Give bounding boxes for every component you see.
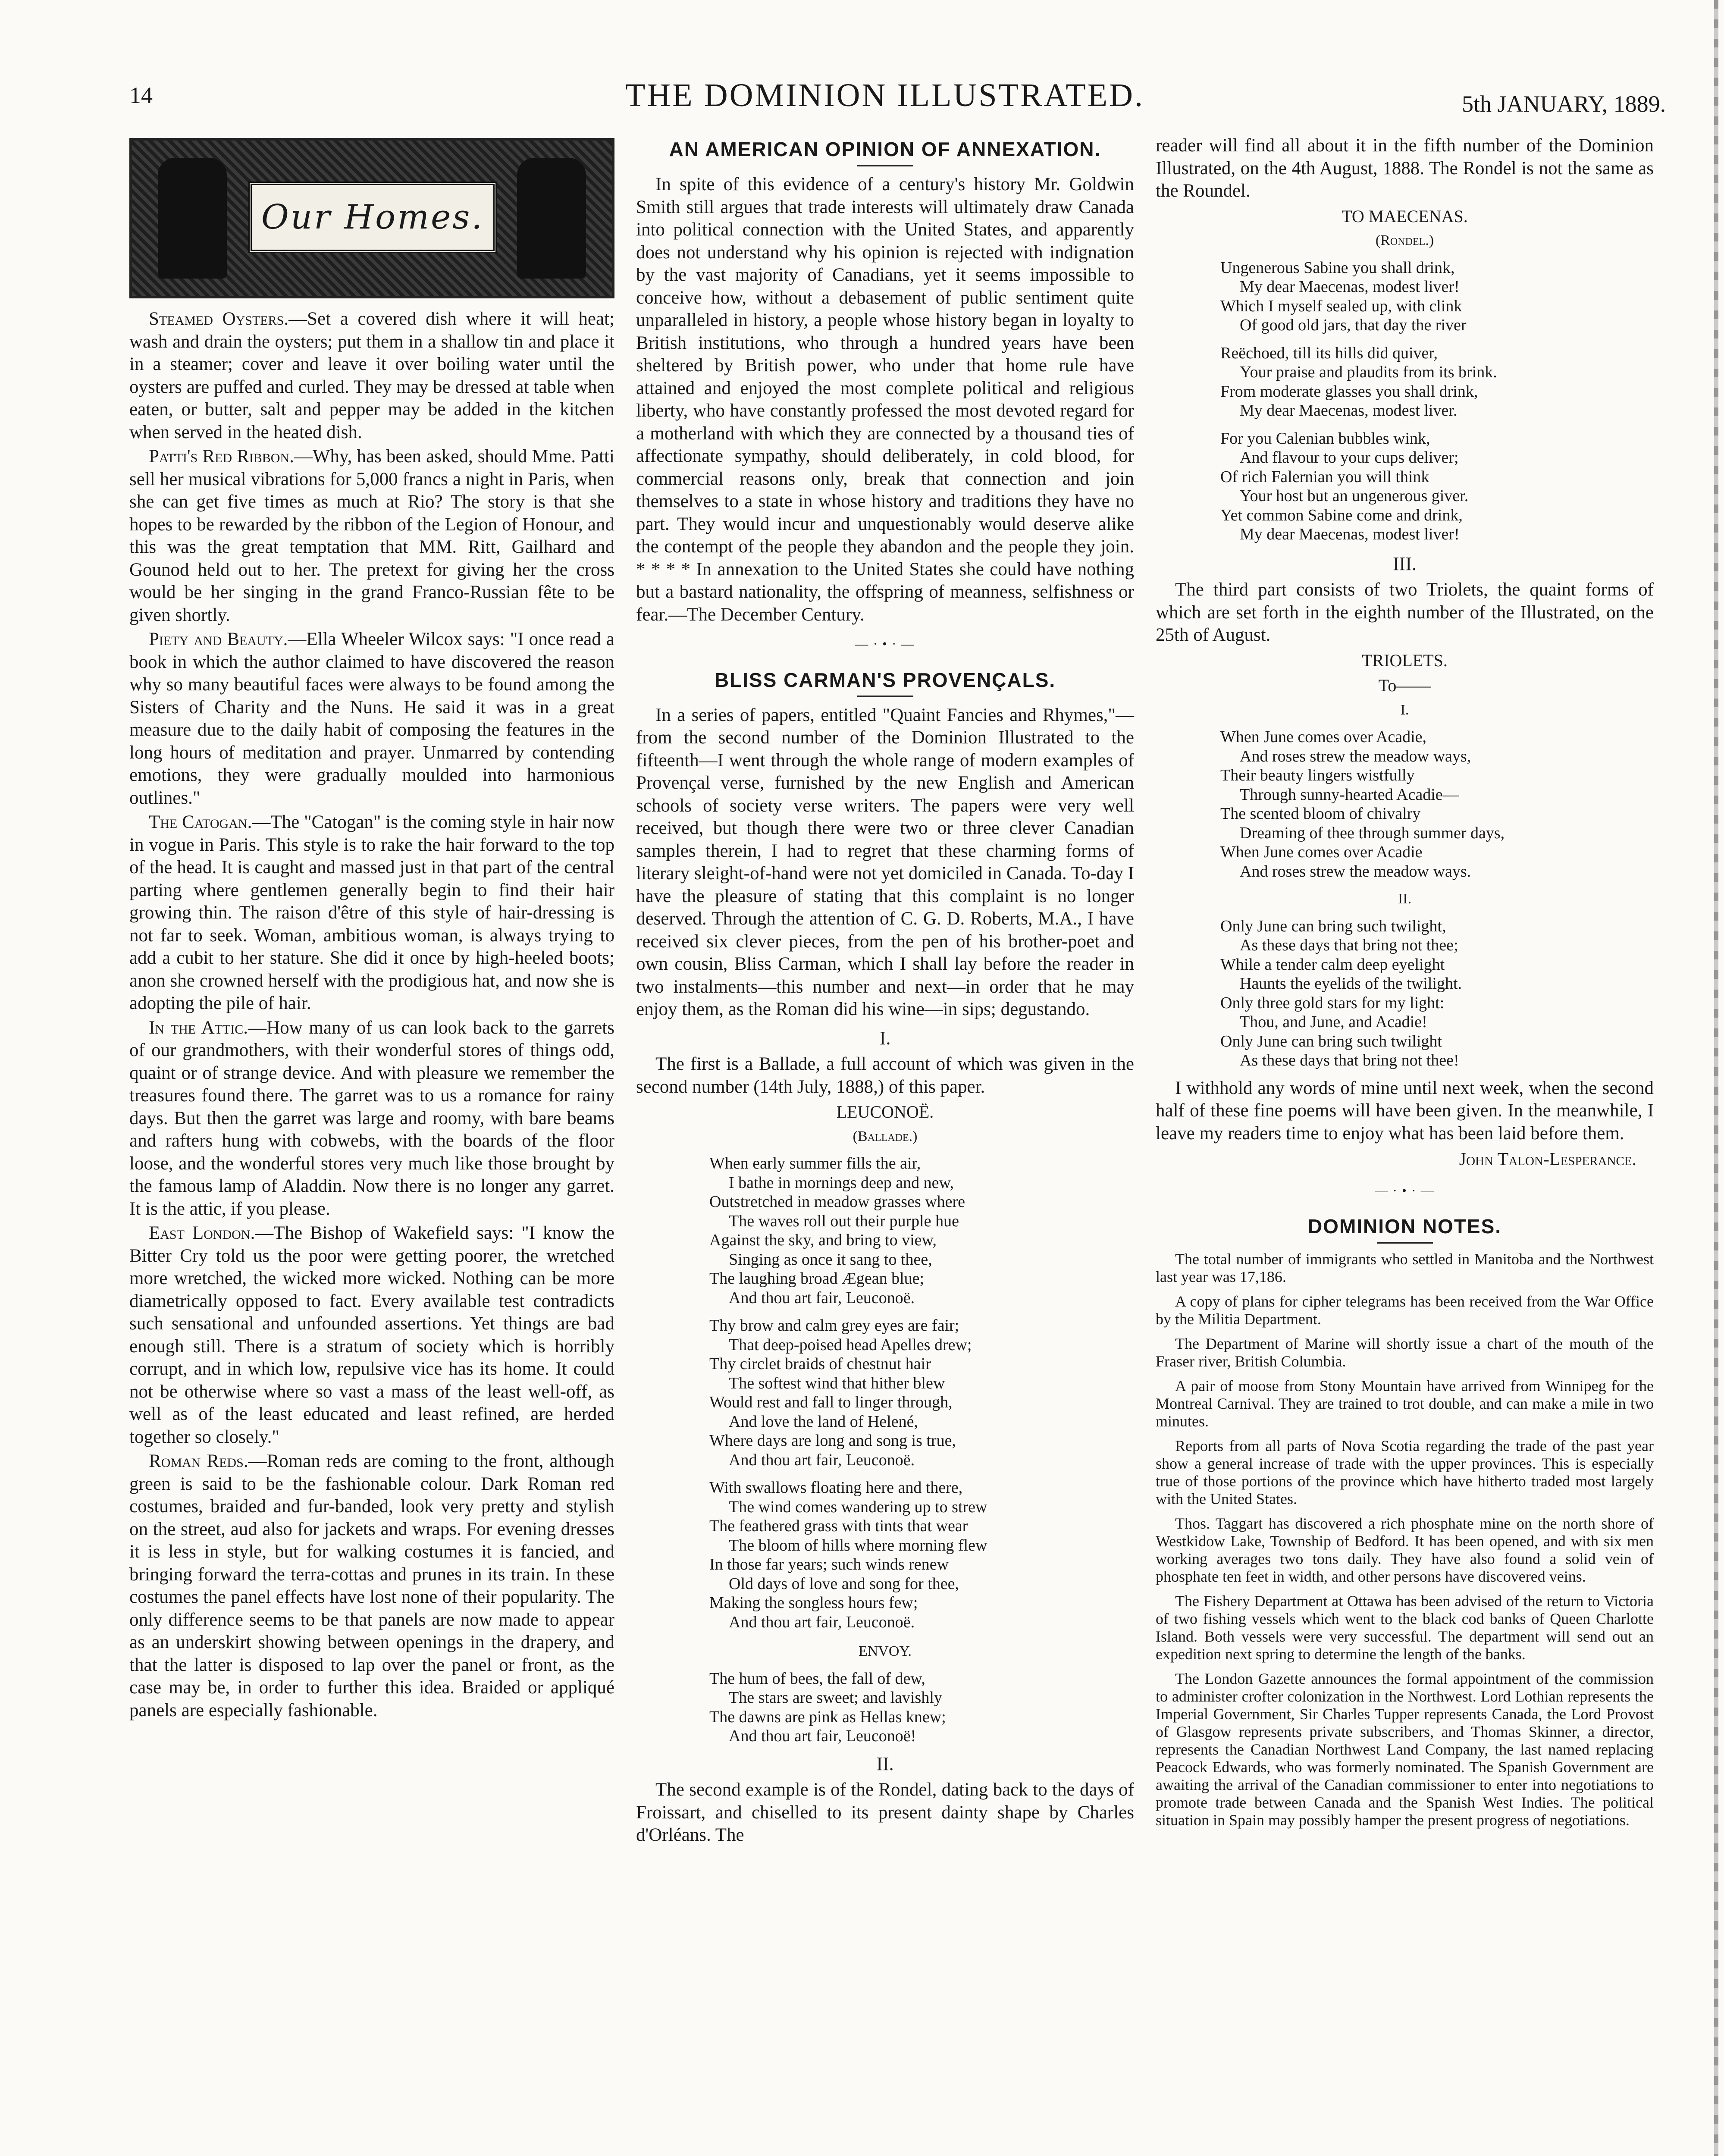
heading-rule <box>857 165 913 166</box>
second-text: The second example is of the Rondel, dating back to the days of Froissart, and chiselled to its present dainty shape by Charles d'Orléans. The <box>636 1780 1134 1845</box>
homes-paragraphs <box>129 308 614 1722</box>
poem-line: In those far years; such winds renew <box>709 1555 949 1573</box>
poem-line: Outstretched in meadow grasses where <box>709 1193 965 1211</box>
poem-line: My dear Maecenas, modest liver! <box>1240 525 1460 543</box>
poem-line: When June comes over Acadie <box>1220 843 1423 861</box>
poem-stanza <box>709 1478 1134 1632</box>
annexation-heading: AN AMERICAN OPINION OF ANNEXATION. <box>669 138 1101 160</box>
poem-line: While a tender calm deep eyelight <box>1220 955 1445 974</box>
poem-line: When early summer fills the air, <box>709 1154 921 1172</box>
homes-paragraph <box>129 1450 614 1722</box>
poem-line: As these days that bring not thee! <box>1240 1051 1459 1069</box>
poem-line: The hum of bees, the fall of dew, <box>709 1669 925 1688</box>
poem-line: The laughing broad Ægean blue; <box>709 1269 925 1288</box>
poem-subtitle: (Rondel.) <box>1375 232 1434 248</box>
note-item: The Fishery Department at Ottawa has been advised of the return to Victoria of two fishing vessels which went to the black cod banks of Queen Charlotte Island. Both vessels were very successful. The department will send out an expedition next spring to determine the length of the banks. <box>1156 1592 1654 1663</box>
poem-line: As these days that bring not thee; <box>1240 936 1458 954</box>
poem-line: Only June can bring such twilight <box>1220 1032 1442 1050</box>
poem-line: Your host but an ungenerous giver. <box>1240 487 1469 505</box>
carman-text: In a series of papers, entitled "Quaint Fancies and Rhymes,"—from the second number of the Dominion Illustrated to the fifteenth—I went through the whole range of modern examples of Provençal verse, furnished by the new English and American schools of society verse writers. The papers were very well received, but though there were two or three clever Canadian samples therein, I had to regret that these charming forms of literary sleight-of-hand were not yet domiciled in Canada. To-day I have the pleasure of stating that this complaint is no longer deserved. Through the attention of C. G. D. Roberts, M.A., I have received six clever pieces, from the pen of his brother-poet and own cousin, Bliss Carman, which I shall lay before the reader in two instalments—this number and next—in order that he may enjoy them, as the Roman did his wine—in sips; degustando. <box>636 705 1134 1019</box>
poem-line: The scented bloom of chivalry <box>1220 805 1421 823</box>
poem-line: I bathe in mornings deep and new, <box>729 1173 954 1192</box>
poem-line: The feathered grass with tints that wear <box>709 1517 968 1535</box>
poem-dedication: To—— <box>1378 676 1431 695</box>
section-number: II. <box>876 1753 894 1774</box>
note-item: The London Gazette announces the formal appointment of the commission to administer crofter colonization in the Northwest. Lord Lothian represents the Imperial Government, Sir Charles Tupper represents Canada, the Lord Provost of Glasgow represents private subscribers, and Thomas Skinner, a director, represents the Canadian Northwest Land Company, the last named replacing Peacock Edwards, who was formerly nominated. The Spanish Government are awaiting the arrival of the Canadian commissioner to enter into negotiations to promote trade between Canada and the Spanish West Indies. The political situation in Spain may possibly hamper the present progress of negotiations. <box>1156 1670 1654 1829</box>
column-1 <box>129 138 614 1724</box>
poem-line: And thou art fair, Leuconoë. <box>729 1613 915 1631</box>
carman-heading: BLISS CARMAN'S PROVENÇALS. <box>714 668 1056 691</box>
poem-line: That deep-poised head Apelles drew; <box>729 1335 972 1354</box>
poem-line: My dear Maecenas, modest liver! <box>1240 278 1460 296</box>
poem-title: TO MAECENAS. <box>1342 206 1468 226</box>
poem-line: Ungenerous Sabine you shall drink, <box>1220 258 1455 277</box>
section-separator: — · • · — <box>855 637 915 651</box>
ornament-right-icon <box>517 158 586 279</box>
poem-line: When June comes over Acadie, <box>1220 728 1426 746</box>
poem-line: Where days are long and song is true, <box>709 1432 956 1450</box>
homes-paragraph <box>129 445 614 627</box>
poem-line: Haunts the eyelids of the twilight. <box>1240 975 1462 993</box>
paragraph-lead: Steamed Oysters. <box>149 309 289 329</box>
note-item: The total number of immigrants who settled in Manitoba and the Northwest last year was 17,186. <box>1156 1250 1654 1285</box>
poem-line: The waves roll out their purple hue <box>729 1212 959 1230</box>
section-separator: — · • · — <box>1375 1183 1435 1198</box>
poem-stanza <box>1220 344 1654 420</box>
poem-line: The softest wind that hither blew <box>729 1374 945 1392</box>
paragraph-text: —Ella Wheeler Wilcox says: "I once read a book in which the author claimed to have discovered the reason why so many beautiful faces were always to be found among the Sisters of Charity and the Nuns. He said it was in a great measure due to the daily habit of composing the features in the long hours of meditation and prayer. Unmarred by contending emotions, they were gradually moulded into harmonious outlines." <box>129 629 614 808</box>
homes-paragraph <box>129 811 614 1015</box>
paragraph-text: —Why, has been asked, should Mme. Patti sell her musical vibrations for 5,000 francs a night in Paris, when she can get five times as much at Rio? The story is that she hopes to be rewarded by the ribbon of the Legion of Honour, and this was the great temptation that MM. Ritt, Gailhard and Gounod held out to her. The pretext for giving her the cross would be her singing in the grand Franco-Russian fête to be given shortly. <box>129 446 614 625</box>
note-item: Thos. Taggart has discovered a rich phosphate mine on the north shore of Westkidow Lake, Township of Bedford. It has been opened, and with six men working averages two tons daily. They have also found a solid vein of phosphate ten feet in width, and other persons have discovered veins. <box>1156 1515 1654 1585</box>
poem-line: Singing as once it sang to thee, <box>729 1250 932 1269</box>
poem-title: LEUCONOË. <box>836 1102 934 1122</box>
homes-paragraph <box>129 1017 614 1221</box>
maecenas-poem <box>1220 258 1654 544</box>
poem-line: Their beauty lingers wistfully <box>1220 766 1415 784</box>
poem-line: Reëchoed, till its hills did quiver, <box>1220 344 1438 362</box>
continued-text: reader will find all about it in the fifth number of the Dominion Illustrated, on the 4th August, 1888. The Rondel is not the same as the Roundel. <box>1156 135 1654 201</box>
our-homes-banner <box>129 138 614 298</box>
poem-line: Making the songless hours few; <box>709 1594 918 1612</box>
poem-line: And thou art fair, Leuconoë. <box>729 1451 915 1469</box>
poem-line: And flavour to your cups deliver; <box>1240 448 1459 467</box>
first-text: The first is a Ballade, a full account of which was given in the second number (14th July, 1888,) of this paper. <box>636 1054 1134 1097</box>
poem-stanza <box>1220 429 1654 544</box>
poem-line: Which I myself sealed up, with clink <box>1220 297 1462 315</box>
poem-stanza <box>709 1154 1134 1307</box>
poem-line: Thou, and June, and Acadie! <box>1240 1013 1427 1031</box>
section-number: III. <box>1393 553 1417 574</box>
third-text: The third part consists of two Triolets, the quaint forms of which are set forth in the eighth number of the Illustrated, on the 25th of August. <box>1156 580 1654 645</box>
poem-line: The wind comes wandering up to strew <box>729 1498 987 1516</box>
paragraph-lead: Roman Reds. <box>149 1451 248 1471</box>
poem-line: Your praise and plaudits from its brink. <box>1240 363 1497 381</box>
poem-line: The stars are sweet; and lavishly <box>729 1689 942 1707</box>
note-item: The Department of Marine will shortly issue a chart of the mouth of the Fraser river, British Columbia. <box>1156 1335 1654 1370</box>
poem-line: Thy circlet braids of chestnut hair <box>709 1355 931 1373</box>
poem-title: TRIOLETS. <box>1362 650 1448 670</box>
poem-line: And love the land of Helené, <box>729 1412 918 1431</box>
poem-line: The dawns are pink as Hellas knew; <box>709 1708 946 1726</box>
column-3 <box>1156 135 1654 1836</box>
poem-line: Would rest and fall to linger through, <box>709 1393 953 1411</box>
poem-line: With swallows floating here and there, <box>709 1479 963 1497</box>
poem-line: For you Calenian bubbles wink, <box>1220 429 1430 448</box>
poem-line: Against the sky, and bring to view, <box>709 1231 937 1249</box>
poem-line: Of good old jars, that day the river <box>1240 316 1467 334</box>
paragraph-text: —Roman reds are coming to the front, although green is said to be the fashionable colour. Dark Roman red costumes, braided and fur-banded, look very pretty and stylish on the street, aud also for jackets and wraps. For evening dresses it is less in style, but for walking costumes it is fancied, and bringing forward the terra-cottas and prunes in its train. In these costumes the panel effects have lost none of their popularity. The only difference seems to be that panels are now made to appear as an underskirt showing between openings in the drapery, and that the latter is disposed to lap over the panel or front, as the case may be, in order to further this idea. Braided or appliqué panels are especially fashionable. <box>129 1451 614 1720</box>
paragraph-text: —The Bishop of Wakefield says: "I know the Bitter Cry told us the poor were getting poorer, the wretched more wretched, the wicked more wicked. Nothing can be more diametrically opposed to fact. Every available test contradicts such sensational and unfounded assertions. Yet things are bad enough still. There is a stratum of society which is horribly corrupt, and in which low, repulsive vice has its home. It could not be otherwise where so vast a mass of the least well-off, as well as of the least educated and least refined, are herded together so closely." <box>129 1223 614 1447</box>
dominion-notes <box>1156 1250 1654 1829</box>
poem-line: And thou art fair, Leuconoë. <box>729 1288 915 1307</box>
author-signature: John Talon-Lesperance. <box>1459 1150 1636 1169</box>
dominion-notes-heading: DOMINION NOTES. <box>1307 1215 1502 1238</box>
leuconoe-poem <box>709 1154 1134 1632</box>
paragraph-text: —How many of us can look back to the garrets of our grandmothers, with their wonderful stores of things odd, quaint or of strange device. And with pleasure we remember the treasures found there. The garret was to us a romance for rainy days. But then the garret was large and roomy, with bare beams and rafters hung with cobwebs, with the boards of the floor loose, and the wonderful stores very much like those brought by the famous lamp of Aladdin. Now there is no longer any garret. It is the attic, if you please. <box>129 1017 614 1219</box>
poem-stanza <box>709 1316 1134 1470</box>
paragraph-lead: The Catogan. <box>149 812 252 832</box>
heading-rule <box>1377 1242 1433 1244</box>
poem-line: Thy brow and calm grey eyes are fair; <box>709 1316 959 1335</box>
poem-line: And thou art fair, Leuconoë! <box>729 1727 916 1745</box>
page-header <box>0 73 1724 125</box>
ornament-left-icon <box>158 158 227 279</box>
triolet-number: II. <box>1398 891 1412 907</box>
envoy-title: ENVOY. <box>858 1643 912 1659</box>
triolet-two <box>1220 917 1654 1070</box>
page-number: 14 <box>129 82 153 108</box>
poem-line: Only June can bring such twilight, <box>1220 917 1446 935</box>
paragraph-lead: Piety and Beauty. <box>149 629 288 649</box>
poem-line: The bloom of hills where morning flew <box>729 1536 987 1554</box>
homes-paragraph <box>129 1222 614 1448</box>
note-item: A pair of moose from Stony Mountain have arrived from Winnipeg for the Montreal Carnival. They are trained to trot double, and can make a mile in two minutes. <box>1156 1377 1654 1430</box>
paragraph-lead: Patti's Red Ribbon. <box>149 446 294 467</box>
closing-text: I withhold any words of mine until next week, when the second half of these fine poems will have been given. In the meanwhile, I leave my readers time to enjoy what has been laid before them. <box>1156 1078 1654 1144</box>
homes-paragraph <box>129 628 614 809</box>
poem-line: Yet common Sabine come and drink, <box>1220 506 1463 524</box>
banner-label-box <box>248 182 497 253</box>
note-item: Reports from all parts of Nova Scotia regarding the trade of the past year show a general increase of trade with the upper provinces. This is especially true of those portions of the province which have hitherto traded most largely with the United States. <box>1156 1437 1654 1507</box>
paragraph-text: —The "Catogan" is the coming style in hair now in vogue in Paris. This style is to rake the hair forward to the top of the head. It is caught and massed just in that part of the central parting where gentlemen generally begin to find their hair growing thin. The raison d'être of this style of hair-dressing is not far to seek. Woman, ambitious woman, is always trying to add a cubit to her stature. She did it once by high-heeled boots; anon she crowned herself with the prodigious hat, and now she is adopting the pile of hair. <box>129 812 614 1013</box>
banner-title: Our Homes. <box>261 197 484 237</box>
poem-line: And roses strew the meadow ways. <box>1240 862 1471 881</box>
poem-stanza <box>1220 258 1654 335</box>
paragraph-lead: In the Attic. <box>149 1017 248 1038</box>
note-item: A copy of plans for cipher telegrams has been received from the War Office by the Militia Department. <box>1156 1293 1654 1328</box>
poem-line: Through sunny-hearted Acadie— <box>1240 785 1459 804</box>
poem-line: And roses strew the meadow ways, <box>1240 747 1471 765</box>
poem-subtitle: (Ballade.) <box>853 1128 918 1144</box>
column-2 <box>636 138 1134 1849</box>
triolet-one <box>1220 727 1654 881</box>
page-edge <box>1714 0 1718 2156</box>
poem-line: Old days of love and song for thee, <box>729 1574 959 1593</box>
poem-line: Dreaming of thee through summer days, <box>1240 824 1505 842</box>
paragraph-lead: East London. <box>149 1223 255 1243</box>
section-number: I. <box>879 1027 891 1049</box>
poem-line: From moderate glasses you shall drink, <box>1220 382 1478 401</box>
heading-rule <box>857 696 913 697</box>
envoy-poem <box>709 1669 1134 1746</box>
poem-line: Of rich Falernian you will think <box>1220 467 1429 486</box>
poem-line: Only three gold stars for my light: <box>1220 993 1445 1012</box>
masthead-title: THE DOMINION ILLUSTRATED. <box>625 77 1144 113</box>
homes-paragraph <box>129 308 614 444</box>
poem-line: My dear Maecenas, modest liver. <box>1240 401 1458 420</box>
paragraph-text: —Set a covered dish where it will heat; wash and drain the oysters; put them in a shallow tin and place it in a steamer; cover and leave it over boiling water until the oysters are puffed and curled. They may be dressed at table when eaten, or butter, salt and pepper may be added in the kitchen when served in the heated dish. <box>129 309 614 442</box>
annexation-text: In spite of this evidence of a century's history Mr. Goldwin Smith still argues that trade interests will ultimately draw Canada into political connection with the United States, and apparently does not understand why his opinion is rejected with indignation by the vast majority of Canadians, yet it seems impossible to conceive how, without a debasement of public sentiment quite unparalleled in history, a people whose history began in loyalty to British institutions, who through a hundred years have been sheltered by British power, who under that home rule have attained and enjoyed the most complete political and religious liberty, who have constantly professed the most devoted regard for a motherland with which they are connected by a thousand ties of affectionate sympathy, should deliberately, in cold blood, for commercial reasons only, break that connection and join themselves to a state in whose history and traditions they have no part. They would incur and unquestionably would deserve alike the contempt of the people they abandon and the people they join. * * * * In annexation to the United States she could have nothing but a bastard nationality, the offspring of meanness, selfishness or fear.—The December Century. <box>636 174 1134 625</box>
triolet-number: I. <box>1400 702 1409 718</box>
issue-date: 5th JANUARY, 1889. <box>1462 91 1666 117</box>
